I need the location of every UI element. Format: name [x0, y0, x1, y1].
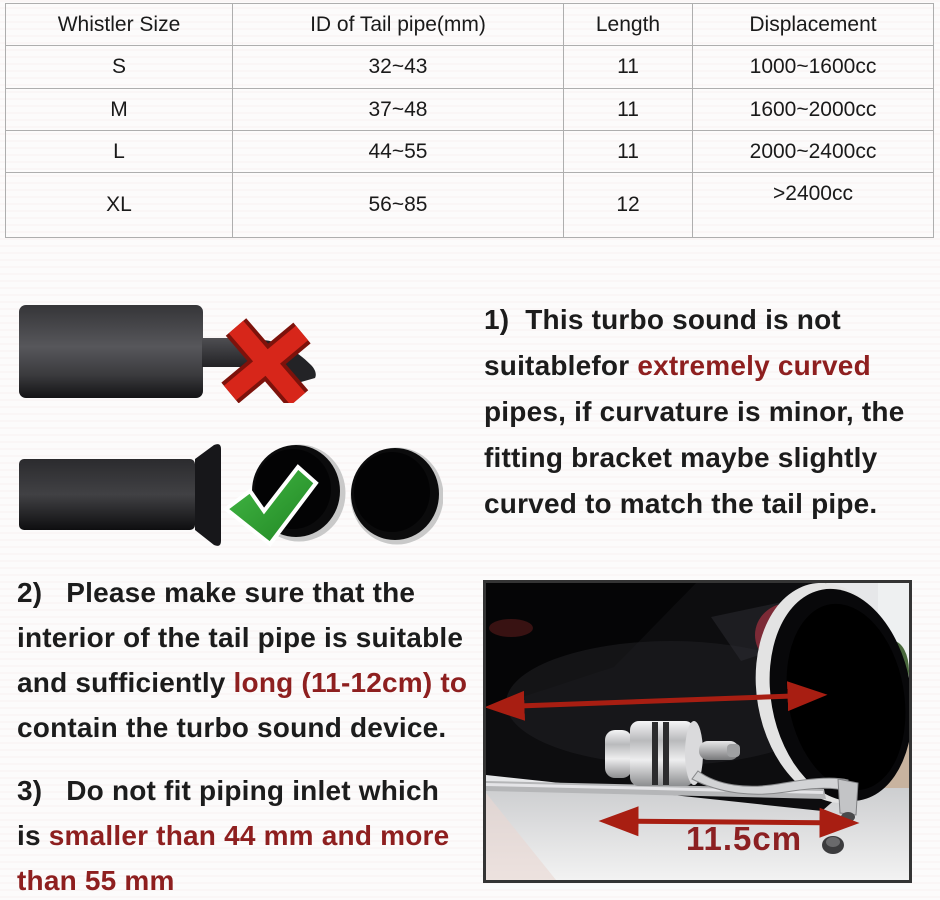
note-line	[484, 389, 905, 435]
note-text-segment: curved to match the tail pipe.	[484, 488, 878, 519]
cell-size: L	[6, 131, 233, 173]
note-line	[484, 343, 905, 389]
note-2	[17, 570, 467, 750]
cell-size: XL	[6, 173, 233, 238]
red-smudge	[489, 619, 533, 637]
pipe-bell-end	[195, 444, 221, 546]
cell-displacement: 2000~2400cc	[693, 131, 934, 173]
table-row	[6, 131, 934, 173]
note-text-segment: fitting bracket maybe slightly	[484, 442, 878, 473]
note-text-segment: interior of the tail pipe is suitable	[17, 622, 464, 653]
column-header-whistler-size: Whistler Size	[6, 4, 233, 46]
note-text-segment: 3) Do not fit piping inlet which	[17, 775, 440, 806]
cell-size: S	[6, 46, 233, 89]
note-line	[17, 858, 449, 900]
note-1	[484, 297, 905, 527]
cell-id-range: 37~48	[233, 89, 564, 131]
curved-pipe-illustration	[18, 303, 318, 403]
note-line	[484, 297, 905, 343]
note-text-segment-red: long (11-12cm) to	[233, 667, 468, 698]
note-text-segment-red: than 55 mm	[17, 865, 175, 896]
note-line	[484, 435, 905, 481]
note-line	[17, 615, 467, 660]
straight-pipe-illustration	[18, 443, 443, 549]
straight-pipe-body	[19, 459, 195, 530]
cell-displacement: 1600~2000cc	[693, 89, 934, 131]
measurement-label: 11.5cm	[686, 820, 803, 857]
column-header-id-tail-pipe: ID of Tail pipe(mm)	[233, 4, 564, 46]
table-row	[6, 46, 934, 89]
curved-pipe-warning-diagram	[18, 303, 318, 403]
note-text-segment: 1) This turbo sound is not	[484, 304, 841, 335]
cell-length: 12	[564, 173, 693, 238]
cell-size: M	[6, 89, 233, 131]
straight-pipe-ok-diagram	[18, 443, 443, 549]
cell-length: 11	[564, 131, 693, 173]
note-line	[17, 660, 467, 705]
cell-displacement: 1000~1600cc	[693, 46, 934, 89]
note-text-segment: pipes, if curvature is minor, the	[484, 396, 905, 427]
column-header-displacement: Displacement	[693, 4, 934, 46]
note-line	[17, 813, 449, 858]
installation-photo	[483, 580, 912, 883]
cell-id-range: 32~43	[233, 46, 564, 89]
cell-id-range: 44~55	[233, 131, 564, 173]
size-chart-table	[5, 3, 934, 238]
cell-id-range: 56~85	[233, 173, 564, 238]
table-row	[6, 173, 934, 238]
cell-length: 11	[564, 89, 693, 131]
note-line	[17, 570, 467, 615]
note-text-segment-red: smaller than 44 mm and more	[48, 820, 450, 851]
note-text-segment: suitablefor	[484, 350, 638, 381]
table-row	[6, 89, 934, 131]
note-line	[484, 481, 905, 527]
note-text-segment: contain the turbo sound device.	[17, 712, 447, 743]
table-header-row	[6, 4, 934, 46]
note-text-segment: and sufficiently	[17, 667, 234, 698]
note-text-segment-red: extremely curved	[637, 350, 871, 381]
cell-length: 11	[564, 46, 693, 89]
pipe-end-circle-right	[351, 448, 444, 545]
note-3	[17, 768, 449, 900]
column-header-length: Length	[564, 4, 693, 46]
cell-displacement: >2400cc	[693, 173, 934, 238]
note-text-segment: 2) Please make sure that the	[17, 577, 416, 608]
note-line	[17, 705, 467, 750]
note-text-segment: is	[17, 820, 49, 851]
note-line	[17, 768, 449, 813]
muffler-body	[19, 305, 203, 398]
